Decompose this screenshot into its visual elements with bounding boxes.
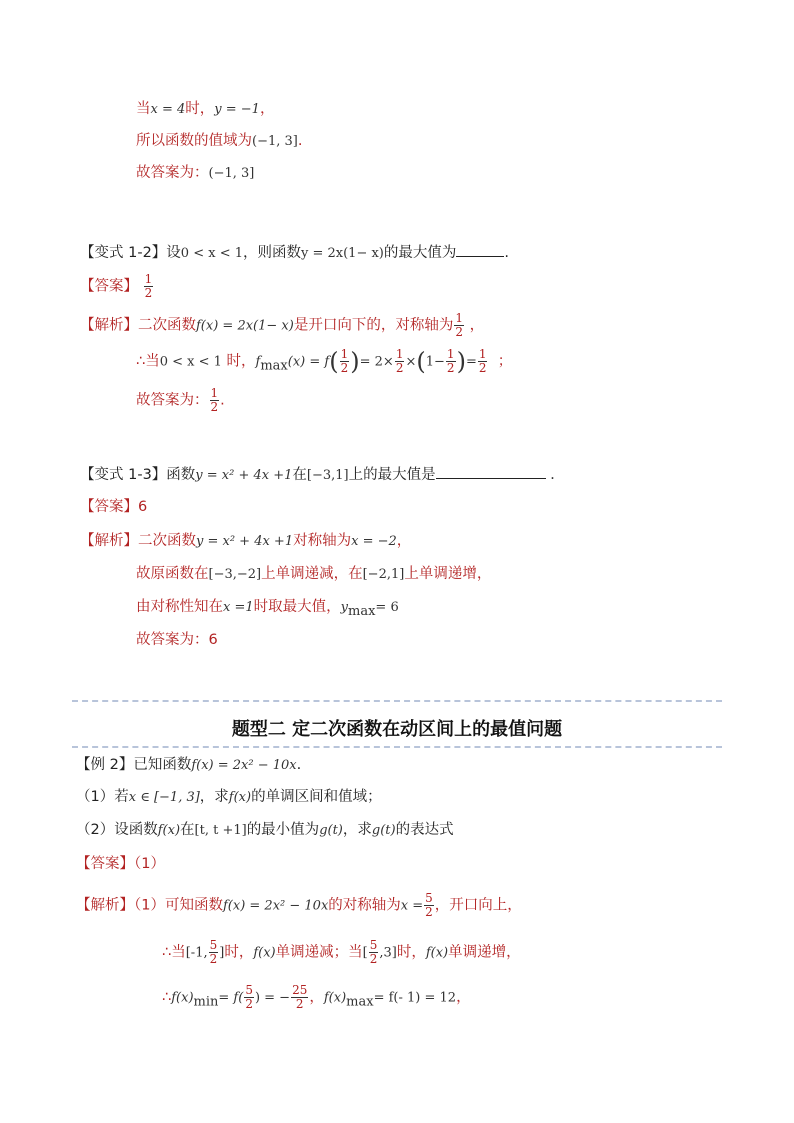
question-tag: 【变式 1-3】 bbox=[80, 467, 167, 483]
solution-line: 所以函数的值域为(−1, 3]. bbox=[136, 133, 303, 149]
answer-blank bbox=[436, 464, 546, 479]
fraction: $\frac{5}{2}$ bbox=[369, 938, 378, 966]
question-line: 【变式 1-3】函数y = x² + 4x +1在[−3,1]上的最大值是 ． bbox=[80, 464, 565, 487]
question-line: （1）若x ∈ [−1, 3]，求f(x)的单调区间和值域； bbox=[76, 789, 382, 805]
solution-tag: 【解析】 bbox=[80, 533, 138, 549]
solution-line: 由对称性知在x =1时取最大值，$y_{max}= 6$ bbox=[136, 599, 399, 619]
section-title: 题型二 定二次函数在动区间上的最值问题 bbox=[231, 719, 563, 740]
answer-tag: 【答案】 bbox=[80, 278, 138, 295]
solution-line: 【解析】（1）可知函数f(x) = 2x² − 10x的对称轴为x = $\frac{5}{2}$ ，开口向上， bbox=[76, 891, 522, 919]
answer-line: 【答案】6 bbox=[80, 499, 148, 515]
solution-line: 故原函数在[−3,−2]上单调递减，在[−2,1]上单调递增， bbox=[136, 566, 492, 582]
solution-line: ∴当[-1, $\frac{5}{2}$ ]时，f(x)单调递减；当[ $\frac{5}{2}$ ,3]时，f(x)单调递增， bbox=[162, 938, 521, 966]
solution-line: 当x = 4时，y = −1， bbox=[136, 101, 275, 117]
question-tag: 【例 2】 bbox=[76, 757, 134, 773]
fraction: $\frac{1}{2}$ bbox=[455, 311, 463, 339]
final-answer-line: 故答案为：6 bbox=[136, 632, 218, 648]
solution-tag: 【解析】 bbox=[80, 317, 138, 334]
fraction: $\frac{5}{2}$ bbox=[425, 891, 433, 919]
section-divider bbox=[72, 700, 722, 702]
fraction: $\frac{25}{2}$ bbox=[292, 983, 308, 1011]
fraction: $\frac{1}{2}$ bbox=[446, 347, 455, 375]
solution-line: $\therefore f(x)_{min}= f$( $\frac{5}{2}$ ) = − $\frac{25}{2}$ ，$f(x)_{max}= f(-$ 1) = 12， bbox=[162, 983, 471, 1011]
fraction: $\frac{1}{2}$ bbox=[210, 386, 219, 414]
solution-line: 【解析】二次函数f(x) = 2x(1− x)是开口向下的，对称轴为 $\frac{1}{2}$ ， bbox=[80, 311, 485, 339]
final-answer-line: 故答案为：(−1, 3] bbox=[136, 165, 255, 181]
question-tag: 【变式 1-2】 bbox=[80, 245, 167, 261]
fraction: $\frac{5}{2}$ bbox=[209, 938, 218, 966]
fraction: $\frac{1}{2}$ bbox=[144, 272, 153, 300]
fraction: $\frac{5}{2}$ bbox=[245, 983, 253, 1011]
solution-line: ∴当0 < x < 1 时，$f_{max}(x) = f$( $\frac{1}{2}$ )= 2× $\frac{1}{2}$ ×(1− $\frac{1}{2}$ )= $\frac{1}{2}$ ； bbox=[136, 347, 513, 376]
answer-tag: 【答案】 bbox=[76, 856, 134, 872]
final-answer-line: 故答案为： $\frac{1}{2}$ . bbox=[136, 386, 225, 414]
fraction: $\frac{1}{2}$ bbox=[478, 347, 487, 375]
question-line: 【变式 1-2】设0 < x < 1，则函数y = 2x(1− x)的最大值为 . bbox=[80, 242, 509, 265]
fraction: $\frac{1}{2}$ bbox=[395, 347, 404, 375]
answer-blank bbox=[456, 242, 504, 257]
fraction: $\frac{1}{2}$ bbox=[340, 347, 349, 375]
section-divider bbox=[72, 746, 722, 748]
question-line: 【例 2】已知函数f(x) = 2x² − 10x. bbox=[76, 757, 302, 773]
question-line: （2）设函数f(x)在[t, t +1]的最小值为g(t)，求g(t)的表达式 bbox=[76, 822, 454, 838]
answer-line bbox=[80, 273, 154, 300]
answer-tag: 【答案】 bbox=[80, 499, 138, 515]
solution-tag: 【解析】 bbox=[76, 897, 134, 914]
answer-line: 【答案】（1） bbox=[76, 856, 165, 872]
solution-line: 【解析】二次函数y = x² + 4x +1对称轴为x = −2， bbox=[80, 533, 412, 549]
